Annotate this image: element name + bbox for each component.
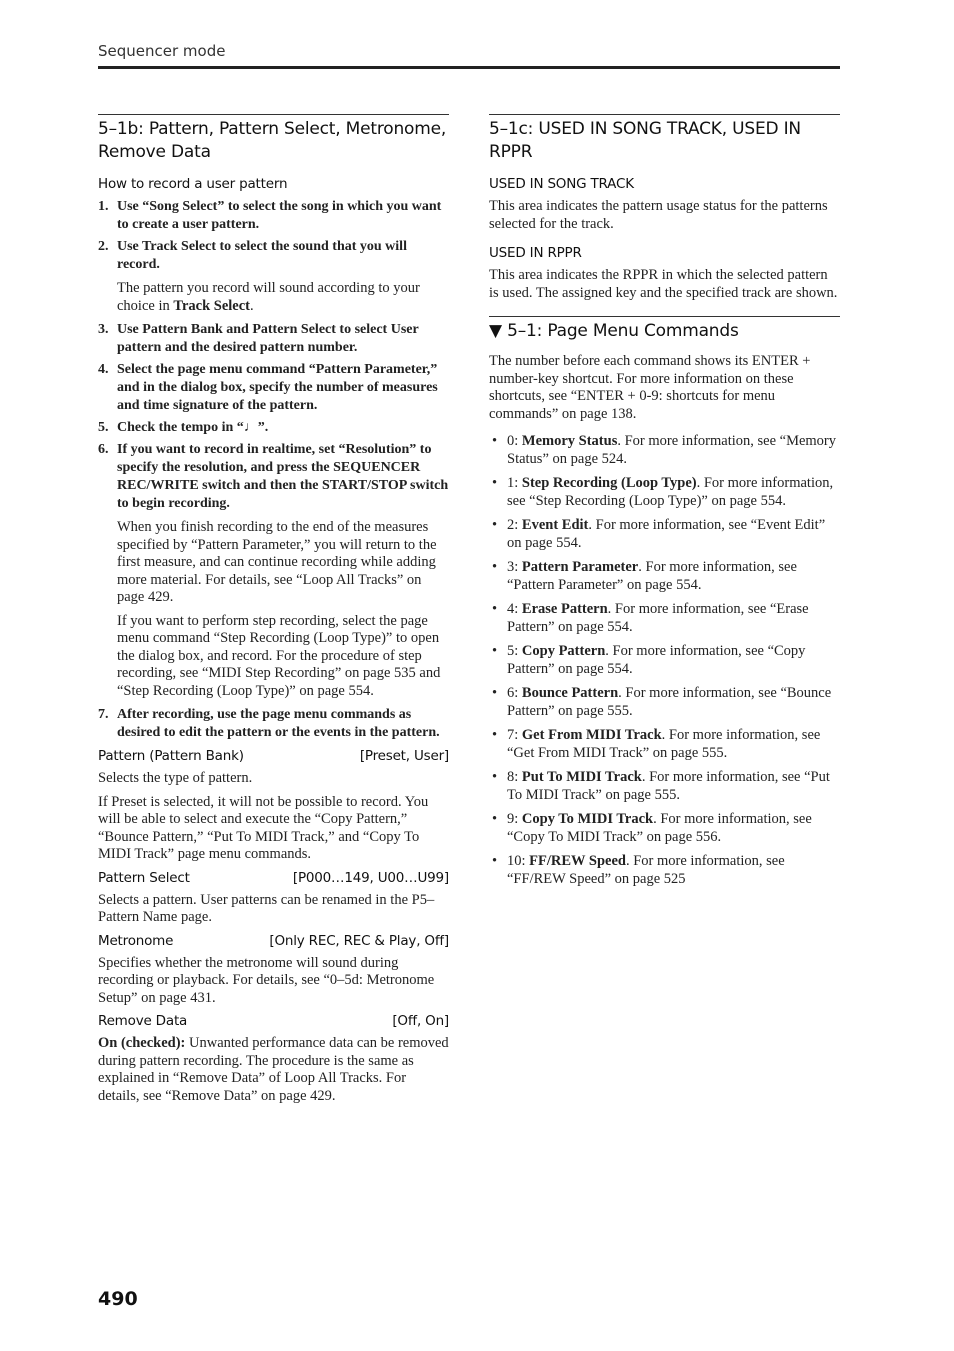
command-name: Copy Pattern <box>521 643 606 659</box>
step-number: 1. <box>98 199 109 214</box>
menu-command-item <box>489 811 840 846</box>
command-shortcut: 9: <box>507 811 522 827</box>
section-rule <box>98 114 449 115</box>
command-shortcut: 5: <box>507 643 522 659</box>
command-name: Pattern Parameter <box>521 559 639 575</box>
note-text: . <box>250 297 254 314</box>
command-desc: . For more information, see “Event Edit” on page 554. <box>507 517 826 551</box>
step-item <box>98 198 449 234</box>
step-number: 6. <box>98 442 109 457</box>
used-song-desc: This area indicates the pattern usage status for the patterns selected for the track. <box>489 198 828 232</box>
running-header: Sequencer mode <box>98 42 226 60</box>
bullet-icon: • <box>492 853 498 869</box>
command-shortcut: 4: <box>507 601 522 617</box>
command-desc: . For more information, see “Erase Pattern” on page 554. <box>507 601 809 635</box>
note-text: The pattern you record will sound according to your choice in <box>117 280 420 314</box>
command-name: Event Edit <box>521 517 589 533</box>
command-shortcut: 0: <box>507 433 522 449</box>
step-text: If you want to record in realtime, set “Resolution” to specify the resolution, and press the SEQUENCER REC/WRITE switch and then the START/STOP switch to begin recording. <box>117 442 449 511</box>
bullet-icon: • <box>492 811 498 827</box>
menu-command-item <box>489 727 840 762</box>
command-name: Erase Pattern <box>521 601 608 617</box>
param-name: Metronome <box>98 932 174 949</box>
section-rule <box>489 114 840 115</box>
bullet-icon: • <box>492 727 498 743</box>
command-desc: . For more information, see “Pattern Parameter” on page 554. <box>507 559 797 593</box>
section-title-5-1b: 5–1b: Pattern, Pattern Select, Metronome, Remove Data <box>98 119 447 162</box>
param-range: [P000…149, U00…U99] <box>292 869 449 886</box>
step-number: 3. <box>98 322 109 337</box>
menu-intro: The number before each command shows its ENTER + number-key shortcut. For more information on these shortcuts, see “ENTER + 0-9: shortcuts for menu commands” on page 138. <box>489 353 811 422</box>
bullet-icon: • <box>492 643 498 659</box>
command-shortcut: 6: <box>507 685 522 701</box>
step-text: Use Track Select to select the sound that you will record. <box>117 239 407 272</box>
step-number: 7. <box>98 707 109 722</box>
param-range: [Preset, User] <box>359 748 449 764</box>
step-item <box>98 238 449 274</box>
param-metronome <box>98 933 449 949</box>
step-item <box>98 321 449 357</box>
command-name: Put To MIDI Track <box>521 769 642 785</box>
bullet-icon: • <box>492 475 498 491</box>
command-desc: . For more information, see “FF/REW Speed” on page 525 <box>507 853 785 887</box>
step-text: Select the page menu command “Pattern Parameter,” and in the dialog box, specify the number of measures and time signature of the pattern. <box>117 362 438 413</box>
menu-title: ▼ 5–1: Page Menu Commands <box>489 321 739 341</box>
step-number: 4. <box>98 362 109 377</box>
command-shortcut: 3: <box>507 559 522 575</box>
command-name: Bounce Pattern <box>521 685 619 701</box>
how-to-heading: How to record a user pattern <box>98 176 288 192</box>
command-shortcut: 8: <box>507 769 522 785</box>
bullet-icon: • <box>492 517 498 533</box>
command-desc: . For more information, see “Copy To MIDI Track” on page 556. <box>507 811 812 845</box>
section-rule <box>489 316 840 317</box>
menu-command-item <box>489 475 840 510</box>
left-column <box>98 114 449 1111</box>
step-item <box>98 361 449 415</box>
step-note <box>98 280 449 315</box>
command-name: Step Recording (Loop Type) <box>521 475 697 491</box>
param-desc <box>98 1035 449 1105</box>
command-desc: . For more information, see “Bounce Pattern” on page 555. <box>507 685 832 719</box>
menu-command-item <box>489 643 840 678</box>
command-desc: . For more information, see “Get From MIDI Track” on page 555. <box>507 727 821 761</box>
bullet-icon: • <box>492 601 498 617</box>
step-text: Use Pattern Bank and Pattern Select to select User pattern and the desired pattern number. <box>117 322 419 355</box>
param-remove-data <box>98 1013 449 1029</box>
command-desc: . For more information, see “Put To MIDI Track” on page 555. <box>507 769 830 803</box>
section-title-5-1c: 5–1c: USED IN SONG TRACK, USED IN RPPR <box>489 119 801 162</box>
command-shortcut: 7: <box>507 727 522 743</box>
command-shortcut: 2: <box>507 517 522 533</box>
command-desc: . For more information, see “Step Recording (Loop Type)” on page 554. <box>507 475 834 509</box>
step-item <box>98 419 449 437</box>
menu-command-list <box>489 433 840 888</box>
step-text: Check the tempo in “♩”. <box>117 420 269 435</box>
command-shortcut: 10: <box>507 853 530 869</box>
menu-command-item <box>489 853 840 888</box>
param-name: Remove Data <box>98 1013 188 1029</box>
menu-command-item <box>489 685 840 720</box>
page-number: 490 <box>98 1288 138 1310</box>
bullet-icon: • <box>492 769 498 785</box>
param-desc: Specifies whether the metronome will sound during recording or playback. For details, see “0–5d: Metronome Setup” on page 431. <box>98 954 435 1006</box>
step-item <box>98 441 449 513</box>
bullet-icon: • <box>492 433 498 449</box>
note-bold: Track Select <box>173 297 251 314</box>
command-shortcut: 1: <box>507 475 522 491</box>
menu-command-item <box>489 517 840 552</box>
param-name: Pattern Select <box>98 869 190 886</box>
desc-bold: On (checked): <box>98 1035 186 1051</box>
param-range: [Only REC, REC & Play, Off] <box>269 932 449 949</box>
command-desc: . For more information, see “Copy Pattern” on page 554. <box>507 643 806 677</box>
menu-command-item <box>489 769 840 804</box>
menu-command-item <box>489 601 840 636</box>
param-range: [Off, On] <box>392 1013 449 1029</box>
param-pattern-bank <box>98 748 449 764</box>
menu-command-item <box>489 433 840 468</box>
command-desc: . For more information, see “Memory Status” on page 524. <box>507 433 837 467</box>
step-note: When you finish recording to the end of the measures specified by “Pattern Parameter,” you will return to the first measure, and can continue recording while adding more material. For details, see “Loop All Tracks” on page 429. <box>117 519 437 605</box>
used-song-heading: USED IN SONG TRACK <box>489 176 634 192</box>
param-desc: If Preset is selected, it will not be possible to record. You will be able to select and execute the “Copy Pattern,” “Bounce Pattern,” “Put To MIDI Track,” and “Copy To MIDI Track” page menu commands. <box>98 793 429 862</box>
command-name: FF/REW Speed <box>529 853 626 869</box>
param-desc: Selects the type of pattern. <box>98 770 253 786</box>
bullet-icon: • <box>492 559 498 575</box>
record-steps <box>98 706 449 742</box>
command-name: Memory Status <box>521 433 618 449</box>
command-name: Get From MIDI Track <box>521 727 662 743</box>
step-number: 2. <box>98 239 109 254</box>
command-name: Copy To MIDI Track <box>521 811 654 827</box>
right-column <box>489 114 840 895</box>
param-pattern-select <box>98 870 449 886</box>
step-text: After recording, use the page menu commands as desired to edit the pattern or the events in the pattern. <box>117 707 440 740</box>
param-desc: Selects a pattern. User patterns can be renamed in the P5– Pattern Name page. <box>98 891 435 925</box>
used-rppr-desc: This area indicates the RPPR in which the selected pattern is used. The assigned key and the specified track are shown. <box>489 267 838 301</box>
record-steps <box>98 198 449 274</box>
step-text: Use “Song Select” to select the song in which you want to create a user pattern. <box>117 199 442 232</box>
used-rppr-heading: USED IN RPPR <box>489 245 582 261</box>
step-item <box>98 706 449 742</box>
header-rule <box>98 66 840 69</box>
menu-command-item <box>489 559 840 594</box>
step-note: If you want to perform step recording, select the page menu command “Step Recording (Loop Type)” to open the dialog box, and record. For the procedure of step recording, see “MIDI Step Recording” on page 535 and “Step Recording (Loop Type)” on page 554. <box>117 612 441 699</box>
record-steps <box>98 321 449 513</box>
step-number: 5. <box>98 420 109 435</box>
param-name: Pattern (Pattern Bank) <box>98 748 244 764</box>
bullet-icon: • <box>492 685 498 701</box>
desc-text: Unwanted performance data can be removed during pattern recording. The procedure is the same as explained in “Remove Data” of Loop All Tracks. For details, see “Remove Data” on page 429. <box>98 1035 449 1104</box>
